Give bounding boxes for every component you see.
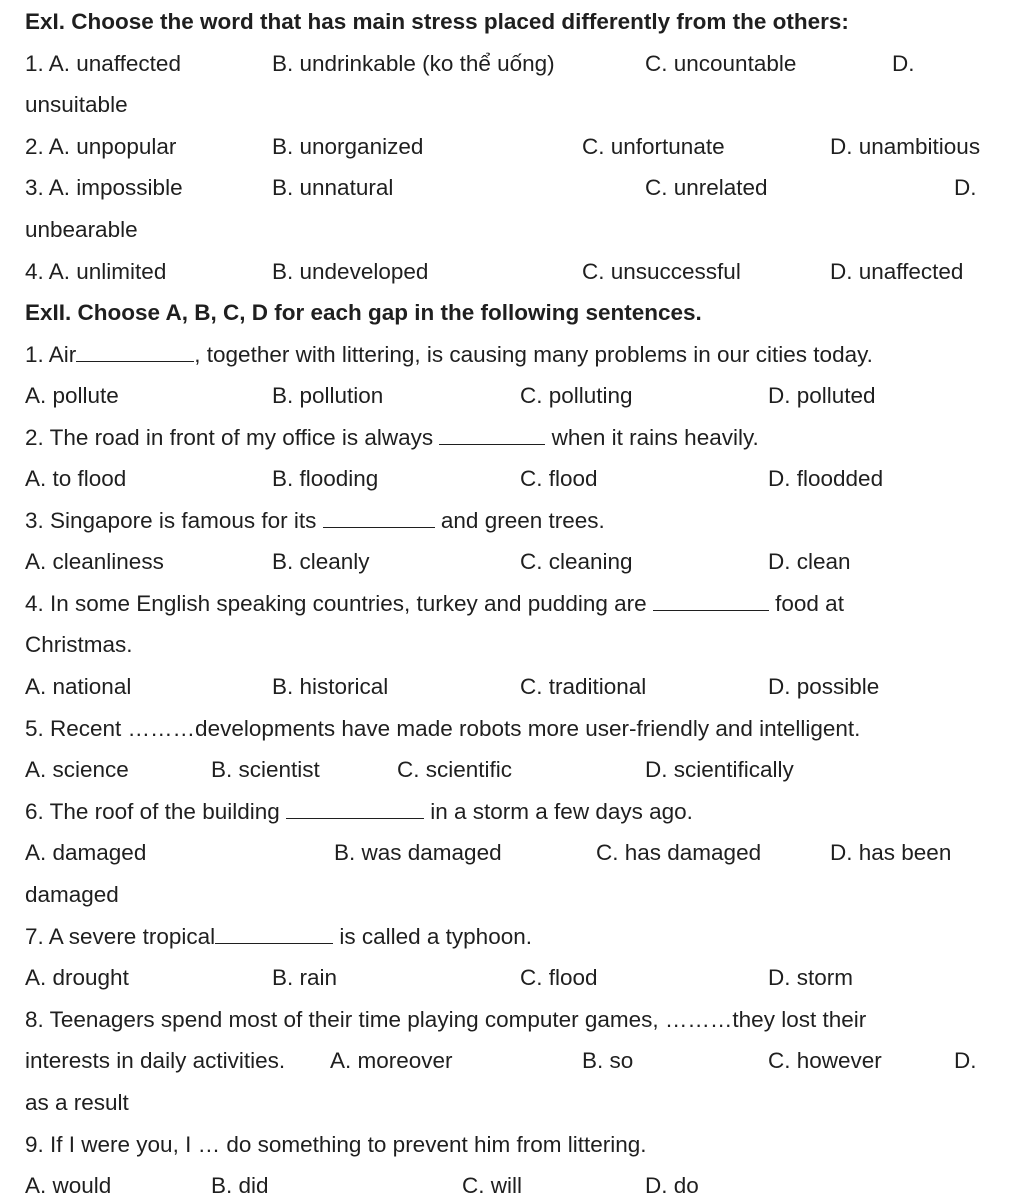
- ex2-q5-option-a: A. science: [25, 757, 129, 782]
- answer-blank: [653, 592, 769, 611]
- ex2-q4-option-d: D. possible: [768, 674, 880, 699]
- ex2-q5-stem: 5. Recent ………developments have made robots more user-friendly and intelligent.: [25, 716, 861, 741]
- ex1-q2-option-b: B. unorganized: [272, 134, 424, 159]
- ex2-q4-option-c: C. traditional: [520, 674, 647, 699]
- ex2-q1-text-before: 1. Air: [25, 342, 77, 367]
- ex1-q1-option-c: C. uncountable: [645, 51, 797, 76]
- answer-blank: [76, 343, 194, 362]
- ex2-q4-stem-wrap: Christmas.: [25, 632, 133, 657]
- answer-blank: [323, 509, 435, 528]
- ex2-q8-option-c: C. however: [768, 1048, 882, 1073]
- ex2-q8-option-d: D.: [954, 1048, 977, 1073]
- ex1-q2-option-c: C. unfortunate: [582, 134, 725, 159]
- ex1-q2-option-d: D. unambitious: [830, 134, 981, 159]
- ex2-q1-option-a: A. pollute: [25, 383, 119, 408]
- ex2-q6-text-after: in a storm a few days ago.: [424, 799, 693, 824]
- ex1-q1-option-d: D.: [892, 51, 915, 76]
- ex2-q9-option-c: C. will: [462, 1173, 522, 1198]
- ex2-q4-stem: [25, 590, 844, 618]
- ex2-q1-text-after: , together with littering, is causing many problems in our cities today.: [194, 342, 873, 367]
- answer-blank: [215, 925, 333, 944]
- ex2-q3-option-b: B. cleanly: [272, 549, 370, 574]
- ex2-q2-option-c: C. flood: [520, 466, 598, 491]
- ex2-q2-stem: [25, 424, 759, 452]
- ex2-q7-option-c: C. flood: [520, 965, 598, 990]
- answer-blank: [439, 426, 545, 445]
- ex2-q3-option-d: D. clean: [768, 549, 851, 574]
- ex2-q2-text-after: when it rains heavily.: [545, 425, 759, 450]
- ex2-q4-text-after: food at: [768, 591, 844, 616]
- ex2-q7-stem: [25, 923, 532, 951]
- ex2-q2-option-a: A. to flood: [25, 466, 127, 491]
- ex1-q3-option-a: 3. A. impossible: [25, 175, 183, 200]
- ex2-q9-stem: 9. If I were you, I … do something to prevent him from littering.: [25, 1132, 647, 1157]
- ex2-q5-option-d: D. scientifically: [645, 757, 794, 782]
- ex1-q4-option-d: D. unaffected: [830, 259, 964, 284]
- ex1-q1-option-b: B. undrinkable (ko thể uống): [272, 51, 555, 76]
- ex1-q4-option-c: C. unsuccessful: [582, 259, 741, 284]
- ex2-q1-option-b: B. pollution: [272, 383, 384, 408]
- ex2-q3-option-a: A. cleanliness: [25, 549, 164, 574]
- ex2-q6-option-d: D. has been: [830, 840, 952, 865]
- ex2-q3-option-c: C. cleaning: [520, 549, 633, 574]
- ex2-q1-stem: [25, 341, 873, 369]
- ex2-q5-option-b: B. scientist: [211, 757, 320, 782]
- ex1-q1-option-d-wrap: unsuitable: [25, 92, 128, 117]
- ex2-q2-option-b: B. flooding: [272, 466, 379, 491]
- ex1-q3-option-b: B. unnatural: [272, 175, 394, 200]
- ex2-q7-text-after: is called a typhoon.: [333, 924, 532, 949]
- ex2-q7-option-b: B. rain: [272, 965, 338, 990]
- ex2-q6-text-before: 6. The roof of the building: [25, 799, 287, 824]
- ex2-q3-stem: [25, 507, 605, 535]
- ex2-q8-option-a: A. moreover: [330, 1048, 453, 1073]
- ex2-q3-text-before: 3. Singapore is famous for its: [25, 508, 323, 533]
- ex2-q7-option-d: D. storm: [768, 965, 854, 990]
- ex2-q6-option-c: C. has damaged: [596, 840, 762, 865]
- ex2-q4-option-b: B. historical: [272, 674, 389, 699]
- ex1-q3-option-c: C. unrelated: [645, 175, 768, 200]
- ex1-q3-option-d-wrap: unbearable: [25, 217, 138, 242]
- ex2-q6-option-b: B. was damaged: [334, 840, 502, 865]
- ex2-q8-option-d-wrap: as a result: [25, 1090, 129, 1115]
- ex1-q3-option-d: D.: [954, 175, 977, 200]
- ex1-q4-option-a: 4. A. unlimited: [25, 259, 167, 284]
- ex2-q4-option-a: A. national: [25, 674, 132, 699]
- ex1-q2-option-a: 2. A. unpopular: [25, 134, 177, 159]
- ex1-q1-option-a: 1. A. unaffected: [25, 51, 181, 76]
- ex2-q3-text-after: and green trees.: [434, 508, 605, 533]
- ex2-q8-stem: 8. Teenagers spend most of their time playing computer games, ………they lost their: [25, 1007, 867, 1032]
- ex2-q2-option-d: D. floodded: [768, 466, 884, 491]
- ex2-q1-option-c: C. polluting: [520, 383, 633, 408]
- ex1-title: ExI. Choose the word that has main stress placed differently from the others:: [25, 9, 849, 34]
- ex1-q4-option-b: B. undeveloped: [272, 259, 429, 284]
- ex2-q8-stem-line2: interests in daily activities.: [25, 1048, 286, 1073]
- ex2-q7-text-before: 7. A severe tropical: [25, 924, 216, 949]
- ex2-q4-text-before: 4. In some English speaking countries, turkey and pudding are: [25, 591, 653, 616]
- ex2-q7-option-a: A. drought: [25, 965, 129, 990]
- ex2-q6-option-d-wrap: damaged: [25, 882, 119, 907]
- ex2-title: ExII. Choose A, B, C, D for each gap in the following sentences.: [25, 300, 702, 325]
- ex2-q1-option-d: D. polluted: [768, 383, 876, 408]
- ex2-q9-option-d: D. do: [645, 1173, 699, 1198]
- answer-blank: [286, 800, 424, 819]
- ex2-q2-text-before: 2. The road in front of my office is always: [25, 425, 440, 450]
- ex2-q9-option-b: B. did: [211, 1173, 269, 1198]
- ex2-q9-option-a: A. would: [25, 1173, 112, 1198]
- ex2-q6-option-a: A. damaged: [25, 840, 147, 865]
- ex2-q8-option-b: B. so: [582, 1048, 634, 1073]
- ex2-q6-stem: [25, 798, 693, 826]
- ex2-q5-option-c: C. scientific: [397, 757, 513, 782]
